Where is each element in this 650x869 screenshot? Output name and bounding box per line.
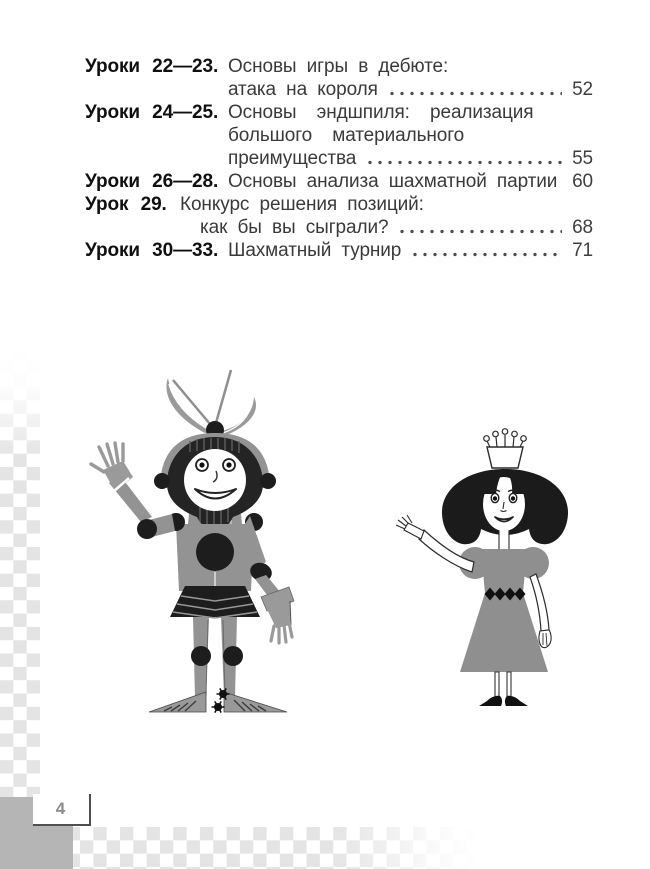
page-ref: 60 — [572, 171, 593, 192]
knight-character-icon — [91, 370, 294, 713]
lesson-label: Уроки 30—33. — [85, 240, 219, 261]
checkerboard-bottom-strip — [0, 827, 520, 869]
checkerboard-left-strip — [0, 347, 40, 869]
dot-leader — [365, 147, 562, 170]
lesson-title-continued: как бы вы сыграли? — [200, 217, 389, 238]
princess-character-icon — [396, 429, 568, 706]
lesson-title: Основы анализа шахматной партии — [228, 171, 558, 192]
lesson-label: Урок 29. — [85, 194, 167, 215]
toc-row — [85, 239, 593, 262]
toc-row — [85, 55, 593, 78]
lesson-label: Уроки 26—28. — [85, 171, 219, 192]
lesson-title: Конкурс решения позиций: — [180, 194, 424, 215]
lesson-title: Основы игры в дебюте: — [228, 56, 449, 77]
toc-row — [85, 193, 593, 216]
toc-row — [85, 170, 593, 193]
page-ref: 71 — [572, 240, 593, 261]
toc-row — [85, 147, 593, 170]
toc-row — [85, 78, 593, 101]
page-number-box — [33, 794, 91, 826]
dot-leader — [410, 239, 562, 262]
lesson-label: Уроки 22—23. — [85, 56, 219, 77]
table-of-contents — [85, 55, 593, 262]
lesson-title-continued: преимущества — [228, 148, 357, 169]
dot-leader — [387, 78, 562, 101]
gear-spark-icon — [212, 688, 230, 712]
lesson-title: Шахматный турнир — [228, 240, 402, 261]
page-number: 4 — [55, 799, 67, 818]
lesson-title-continued: большого материального — [228, 125, 465, 146]
toc-row — [85, 216, 593, 239]
dot-leader — [397, 216, 562, 239]
lesson-title-continued: атака на короля — [228, 79, 378, 100]
page-ref: 68 — [572, 217, 593, 238]
lesson-title: Основы эндшпиля: реализация — [228, 102, 534, 123]
page-ref: 52 — [572, 79, 593, 100]
toc-row — [85, 124, 593, 147]
lesson-label: Уроки 24—25. — [85, 102, 219, 123]
page-ref: 55 — [572, 148, 593, 169]
toc-row — [85, 101, 593, 124]
